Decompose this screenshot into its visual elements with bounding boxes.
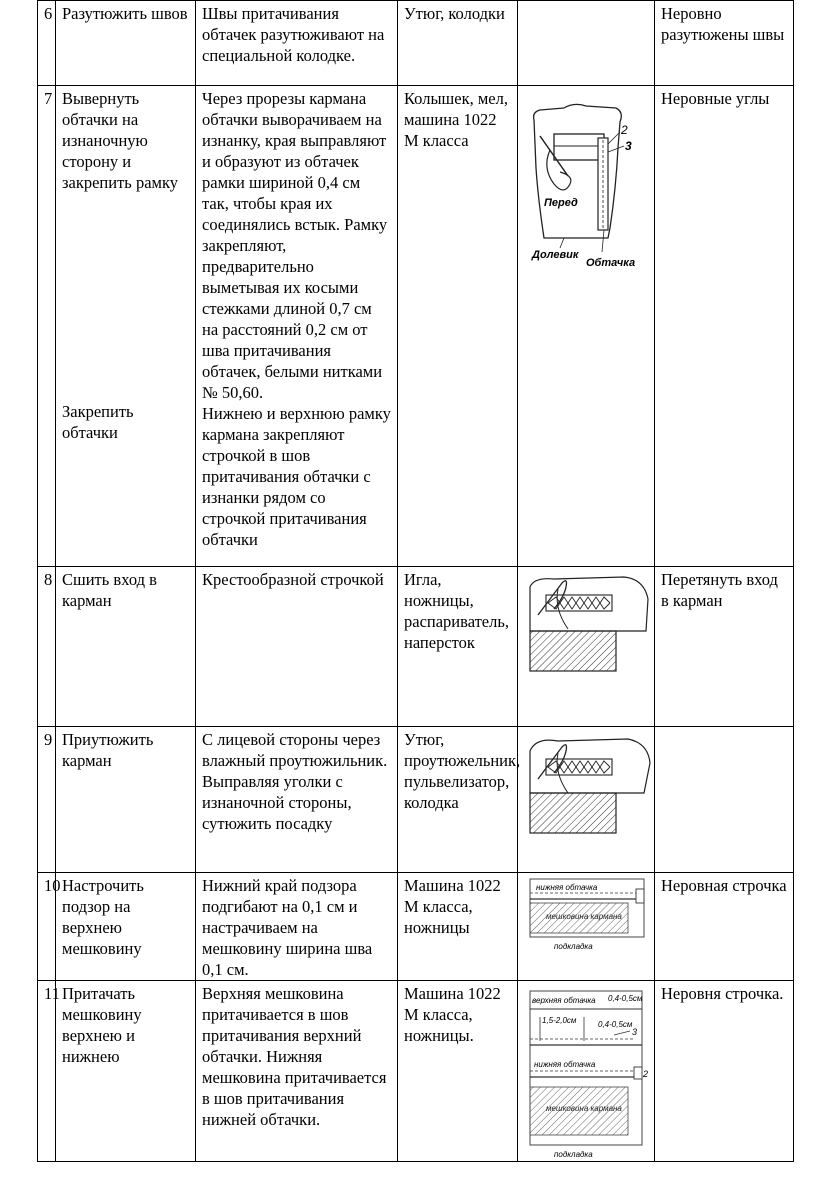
method-cell: С лицевой стороны через влажный проутюжильник. Выправляя уголки с изнаночной стороны, сутюжить посадку: [196, 727, 398, 873]
tools-cell: Машина 1022 М класса, ножницы.: [398, 981, 518, 1162]
figure-label: подкладка: [554, 1150, 593, 1159]
tools-cell: Утюг, проутюжельник, пульвелизатор, колодка: [398, 727, 518, 873]
figure-label: 1,5-2,0см: [542, 1016, 577, 1025]
method-cell: Швы притачивания обтачек разутюживают на специальной колодке.: [196, 1, 398, 86]
figure-label: мешковина кармана: [546, 1104, 622, 1113]
bag-attach-figure: [524, 983, 661, 1161]
figure-label: 0,4-0,5см: [608, 994, 643, 1003]
table-row: [38, 86, 794, 567]
row-number: 9: [38, 727, 56, 873]
figure-label: 3: [632, 1027, 638, 1037]
figure-label: 2: [621, 123, 628, 137]
table-row: [38, 567, 794, 727]
tools-cell: Игла, ножницы, распариватель, наперсток: [398, 567, 518, 727]
operation-cell: Притачать мешковину верхнею и нижнею: [56, 981, 196, 1162]
operation-cell: Настрочить подзор на верхнею мешковину: [56, 873, 196, 981]
defect-cell: Неровня строчка.: [655, 981, 794, 1162]
figure-label: мешковина кармана: [546, 912, 622, 921]
tools-cell: Колышек, мел, машина 1022 М класса: [398, 86, 518, 567]
operation-cell: Сшить вход в карман: [56, 567, 196, 727]
row-number: 7: [38, 86, 56, 567]
operation-text-2: Закрепить обтачки: [62, 402, 134, 442]
figure-label: 0,4-0,5см: [598, 1020, 633, 1029]
figure-cell: [518, 981, 655, 1162]
table-row: [38, 727, 794, 873]
method-cell: Нижний край подзора подгибают на 0,1 см и настрачиваем на мешковину ширина шва 0,1 см.: [196, 873, 398, 981]
figure-label: нижняя обтачка: [534, 1060, 596, 1069]
figure-cell: [518, 727, 655, 873]
row-number: 8: [38, 567, 56, 727]
table-row: [38, 873, 794, 981]
operation-cell: [56, 86, 196, 567]
operation-cell: Приутюжить карман: [56, 727, 196, 873]
figure-cell: [518, 567, 655, 727]
figure-cell: [518, 873, 655, 981]
defect-cell: Перетянуть вход в карман: [655, 567, 794, 727]
pressing-figure: [524, 729, 661, 841]
method-cell: Верхняя мешковина притачивается в шов притачивания верхний обтачки. Нижняя мешковина притачивается в шов притачивания нижней обтачки.: [196, 981, 398, 1162]
figure-label: 2: [643, 1069, 649, 1079]
figure-label: нижняя обтачка: [536, 883, 598, 892]
row-number: 11: [38, 981, 56, 1162]
defect-cell: Неровная строчка: [655, 873, 794, 981]
operation-cell: Разутюжить швов: [56, 1, 196, 86]
method-text: Через прорезы кармана обтачки выворачиваем на изнанку, края выправляют и образуют из обтачек рамки шириной 0,4 см так, чтобы края их соединялись встык. Рамку закрепляют, предварительно выметывая их косыми стежками длиной 0,7 см на расстояний 0,2 см от шва притачивания обтачек, белыми нитками № 50,60.: [202, 89, 388, 402]
method-cell: [196, 86, 398, 567]
pocket-frame-figure: [524, 88, 661, 288]
tools-cell: Машина 1022 М класса, ножницы: [398, 873, 518, 981]
table-row: [38, 981, 794, 1162]
figure-cell: [518, 1, 655, 86]
figure-label: Долевик: [532, 249, 579, 261]
hem-stitch-figure: [524, 875, 661, 955]
method-text-2: Нижнею и верхнюю рамку кармана закрепляют строчкой в шов притачивания обтачки с изнанки рядом со строчкой притачивания обтачки: [202, 404, 391, 549]
defect-cell: Неровные углы: [655, 86, 794, 567]
figure-label: 3: [625, 139, 632, 153]
figure-label: Перед: [544, 197, 578, 209]
table-row: [38, 1, 794, 86]
defect-cell: [655, 727, 794, 873]
operation-text: Вывернуть обтачки на изнаночную сторону и закрепить рамку: [62, 89, 178, 192]
row-number: 6: [38, 1, 56, 86]
method-cell: Крестообразной строчкой: [196, 567, 398, 727]
tech-process-table: [37, 0, 794, 1162]
figure-label: верхняя обтачка: [532, 996, 596, 1005]
defect-cell: Неровно разутюжены швы: [655, 1, 794, 86]
cross-stitch-figure: [524, 569, 661, 679]
figure-label: подкладка: [554, 942, 593, 951]
figure-label: Обтачка: [586, 257, 636, 269]
tools-cell: Утюг, колодки: [398, 1, 518, 86]
row-number: 10: [38, 873, 56, 981]
figure-cell: [518, 86, 655, 567]
